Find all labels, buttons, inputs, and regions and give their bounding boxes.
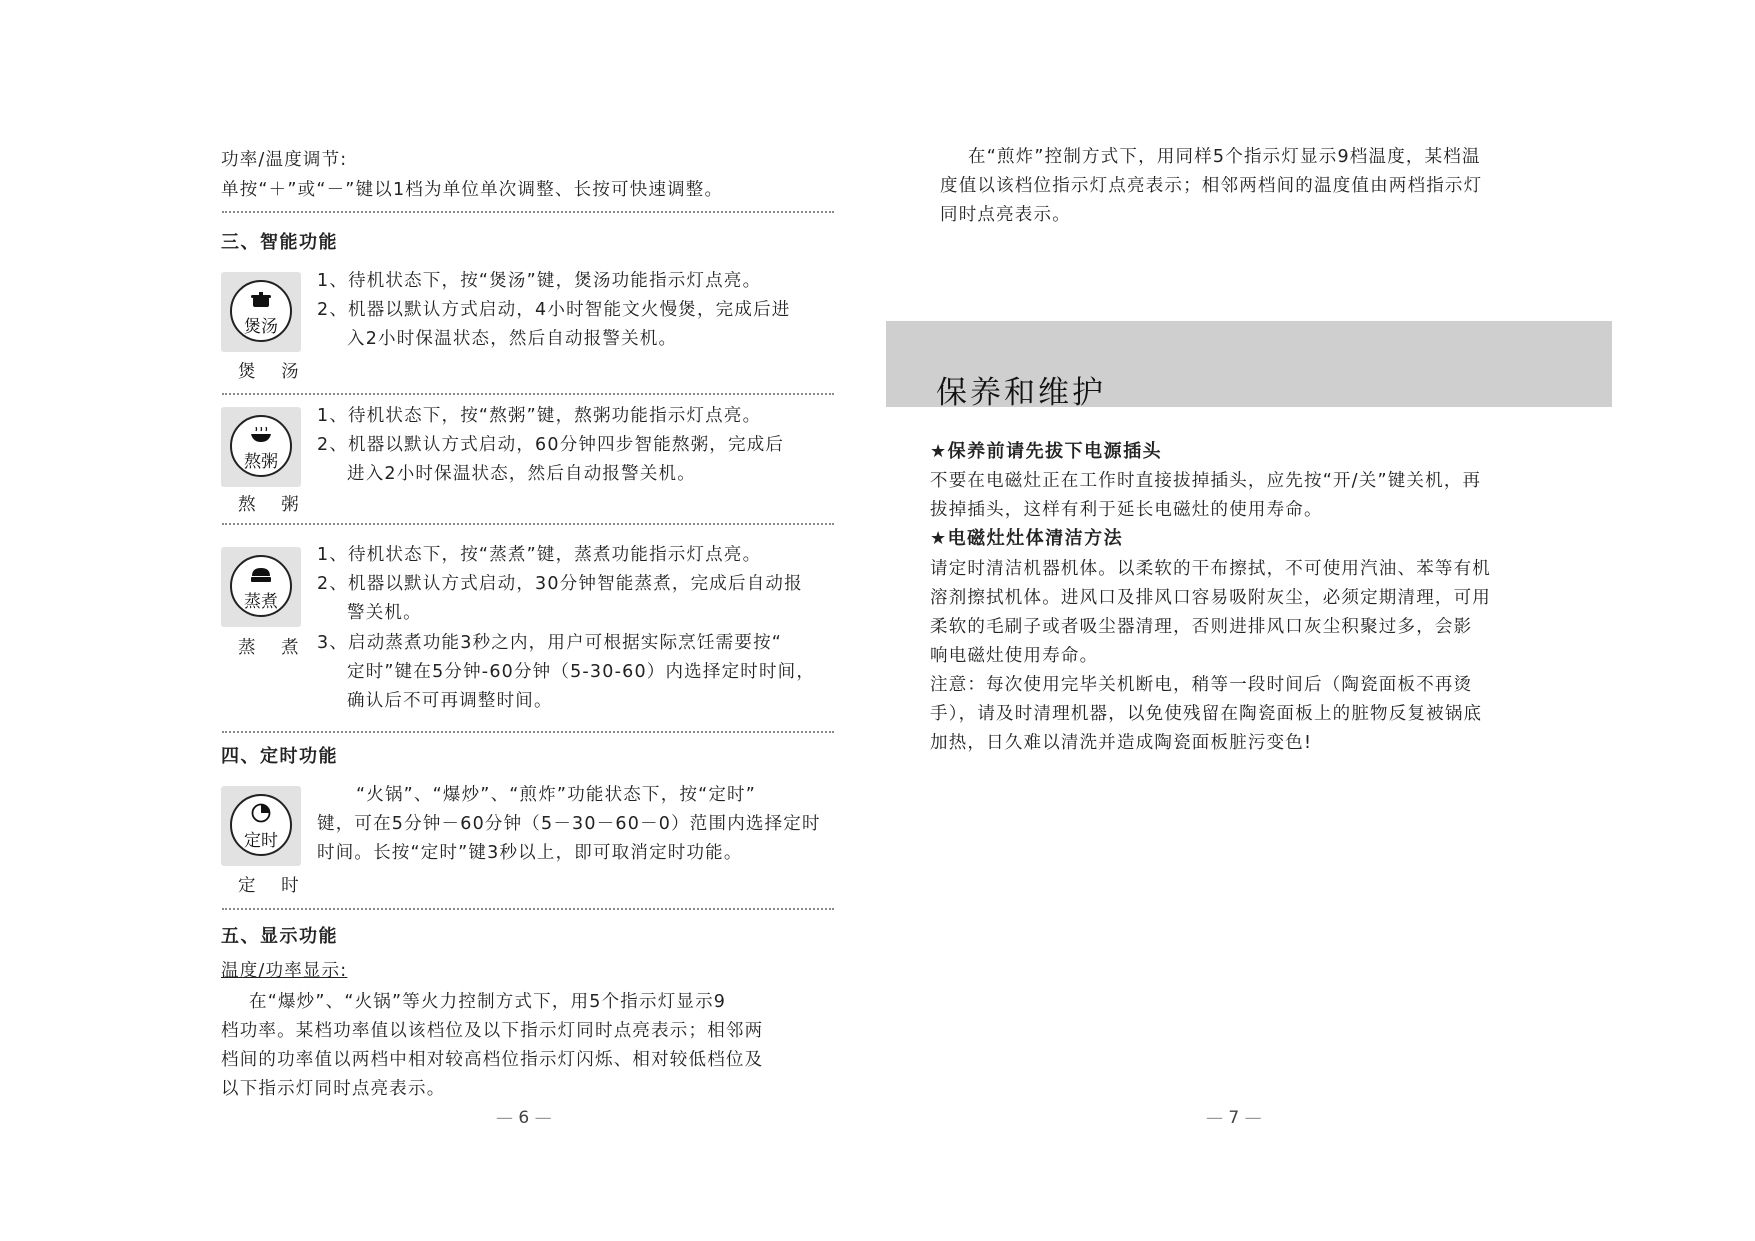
timer-line-1: “火锅”、“爆炒”、“煎炸”功能状态下，按“定时” (356, 785, 757, 805)
note-line-3: 加热，日久难以清洗并造成陶瓷面板脏污变色! (930, 733, 1313, 753)
soup-button-icon (221, 272, 301, 352)
soup-line-3: 入2小时保温状态，然后自动报警关机。 (347, 329, 678, 349)
bowl-icon (250, 427, 272, 443)
timer-line-3: 时间。长按“定时”键3秒以上，即可取消定时功能。 (317, 843, 743, 863)
tip2-line-4: 响电磁灶使用寿命。 (930, 646, 1099, 666)
page-number-6: 6 (518, 1108, 530, 1128)
steam-icon-text: 蒸煮 (244, 592, 278, 612)
divider (222, 393, 834, 395)
display-subtitle: 温度/功率显示: (221, 961, 348, 981)
steam-line-3: 警关机。 (347, 603, 422, 623)
tip1-line-2: 拔掉插头，这样有利于延长电磁灶的使用寿命。 (930, 500, 1323, 520)
soup-label: 煲 汤 (238, 362, 309, 382)
timer-line-2: 键，可在5分钟－60分钟（5－30－60－0）范围内选择定时 (317, 814, 821, 834)
page-number-7: 7 (1228, 1108, 1240, 1128)
timer-icon-text: 定时 (244, 831, 278, 851)
soup-icon-text: 煲汤 (244, 317, 278, 337)
porridge-line-1: 1、待机状态下，按“熬粥”键，熬粥功能指示灯点亮。 (317, 406, 762, 426)
tip1-title: ★保养前请先拔下电源插头 (930, 441, 1163, 462)
section3-title: 三、智能功能 (221, 232, 338, 253)
display-line-3: 档间的功率值以两档中相对较高档位指示灯闪烁、相对较低档位及 (221, 1050, 764, 1070)
clock-icon (251, 803, 271, 823)
power-temp-desc: 单按“＋”或“－”键以1档为单位单次调整、长按可快速调整。 (221, 180, 724, 200)
steam-line-2: 2、机器以默认方式启动，30分钟智能蒸煮，完成后自动报 (317, 574, 803, 594)
page-number-left: — 6 — (496, 1108, 552, 1128)
display-line-2: 档功率。某档功率值以该档位及以下指示灯同时点亮表示；相邻两 (221, 1021, 764, 1041)
display-line-1: 在“爆炒”、“火锅”等火力控制方式下，用5个指示灯显示9 (249, 992, 727, 1012)
soup-line-1: 1、待机状态下，按“煲汤”键，煲汤功能指示灯点亮。 (317, 271, 762, 291)
tip2-line-3: 柔软的毛刷子或者吸尘器清理，否则进排风口灰尘积聚过多，会影 (930, 617, 1473, 637)
page-number-right: — 7 — (1206, 1108, 1262, 1128)
porridge-line-3: 进入2小时保温状态，然后自动报警关机。 (347, 464, 696, 484)
tip1-line-1: 不要在电磁灶正在工作时直接拔掉插头，应先按“开/关”键关机，再 (930, 471, 1482, 491)
steam-button-icon (221, 547, 301, 627)
fry-line-1: 在“煎炸”控制方式下，用同样5个指示灯显示9档温度，某档温 (968, 147, 1481, 167)
divider (222, 731, 834, 733)
divider (222, 908, 834, 910)
tip2-title: ★电磁灶灶体清洁方法 (930, 528, 1124, 549)
note-line-2: 手），请及时清理机器，以免使残留在陶瓷面板上的脏物反复被锅底 (930, 704, 1483, 724)
porridge-line-2: 2、机器以默认方式启动，60分钟四步智能熬粥，完成后 (317, 435, 785, 455)
maintenance-heading: 保养和维护 (936, 375, 1106, 411)
steam-line-1: 1、待机状态下，按“蒸煮”键，蒸煮功能指示灯点亮。 (317, 545, 762, 565)
timer-button-icon (221, 786, 301, 866)
porridge-button-icon (221, 407, 301, 487)
porridge-icon-text: 熬粥 (244, 452, 278, 472)
steam-line-6: 确认后不可再调整时间。 (347, 691, 553, 711)
tip2-line-1: 请定时清洁机器机体。以柔软的干布擦拭，不可使用汽油、苯等有机 (930, 559, 1491, 579)
fry-line-2: 度值以该档位指示灯点亮表示；相邻两档间的温度值由两档指示灯 (940, 176, 1483, 196)
timer-label: 定 时 (238, 876, 309, 896)
section4-title: 四、定时功能 (221, 746, 338, 767)
pot-icon (250, 292, 272, 308)
divider (222, 523, 834, 525)
steam-line-5: 定时”键在5分钟-60分钟（5-30-60）内选择定时时间， (347, 662, 816, 682)
fry-line-3: 同时点亮表示。 (940, 205, 1071, 225)
divider (222, 211, 834, 213)
steamer-icon (250, 567, 272, 583)
power-temp-title: 功率/温度调节: (221, 150, 348, 170)
display-line-4: 以下指示灯同时点亮表示。 (221, 1079, 446, 1099)
section5-title: 五、显示功能 (221, 926, 338, 947)
steam-label: 蒸 煮 (238, 638, 309, 658)
porridge-label: 熬 粥 (238, 495, 309, 515)
soup-line-2: 2、机器以默认方式启动，4小时智能文火慢煲，完成后进 (317, 300, 791, 320)
note-line-1: 注意：每次使用完毕关机断电，稍等一段时间后（陶瓷面板不再烫 (930, 675, 1473, 695)
tip2-line-2: 溶剂擦拭机体。进风口及排风口容易吸附灰尘，必须定期清理，可用 (930, 588, 1491, 608)
steam-line-4: 3、启动蒸煮功能3秒之内，用户可根据实际烹饪需要按“ (317, 633, 783, 653)
